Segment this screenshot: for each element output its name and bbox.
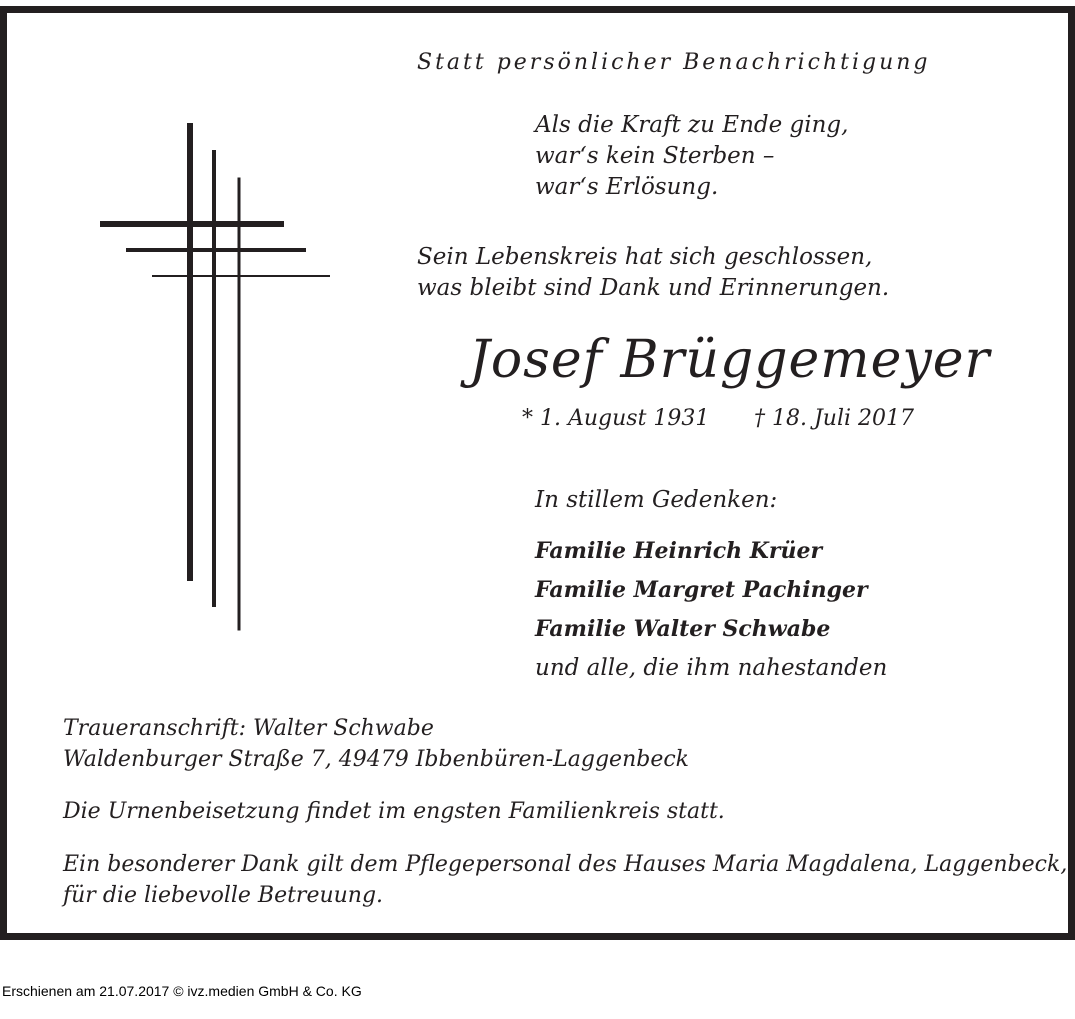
thanks-line: Ein besonderer Dank gilt dem Pflegepersonal des Hauses Maria Magdalena, Laggenbeck,: [63, 852, 1068, 877]
notice-intro: Statt persönlicher Benachrichtigung: [417, 50, 931, 75]
poem-first-verse: [535, 110, 848, 203]
thanks-note: [63, 849, 1067, 911]
urn-burial-note: Die Urnenbeisetzung findet im engsten Familienkreis statt.: [63, 799, 725, 824]
birth-date: * 1. August 1931: [522, 406, 710, 431]
thanks-line: für die liebevolle Betreuung.: [63, 883, 384, 908]
mourners-intro: In stillem Gedenken:: [535, 487, 778, 513]
poem-second-verse: [417, 242, 889, 304]
death-date: † 18. Juli 2017: [754, 406, 915, 431]
mourner-family: Familie Margret Pachinger: [535, 577, 868, 603]
address-line: Waldenburger Straße 7, 49479 Ibbenbüren-Laggenbeck: [63, 747, 689, 772]
mourning-address: [63, 713, 689, 775]
cross-icon: [93, 122, 333, 632]
mourner-family: Familie Heinrich Krüer: [535, 538, 823, 564]
poem-line: Als die Kraft zu Ende ging,: [535, 112, 849, 138]
publication-footer: Erschienen am 21.07.2017 © ivz.medien GmbH & Co. KG: [2, 983, 362, 999]
mourners-others: und alle, die ihm nahestanden: [535, 655, 888, 681]
obituary-notice: [0, 6, 1075, 940]
mourner-family: Familie Walter Schwabe: [535, 616, 831, 642]
poem-line: war‘s kein Sterben –: [535, 143, 775, 169]
deceased-name: Josef Brüggemeyer: [469, 330, 991, 390]
poem-line: Sein Lebenskreis hat sich geschlossen,: [417, 244, 873, 270]
poem-line: was bleibt sind Dank und Erinnerungen.: [417, 275, 890, 301]
address-line: Traueranschrift: Walter Schwabe: [63, 716, 434, 741]
poem-line: war‘s Erlösung.: [535, 174, 719, 200]
